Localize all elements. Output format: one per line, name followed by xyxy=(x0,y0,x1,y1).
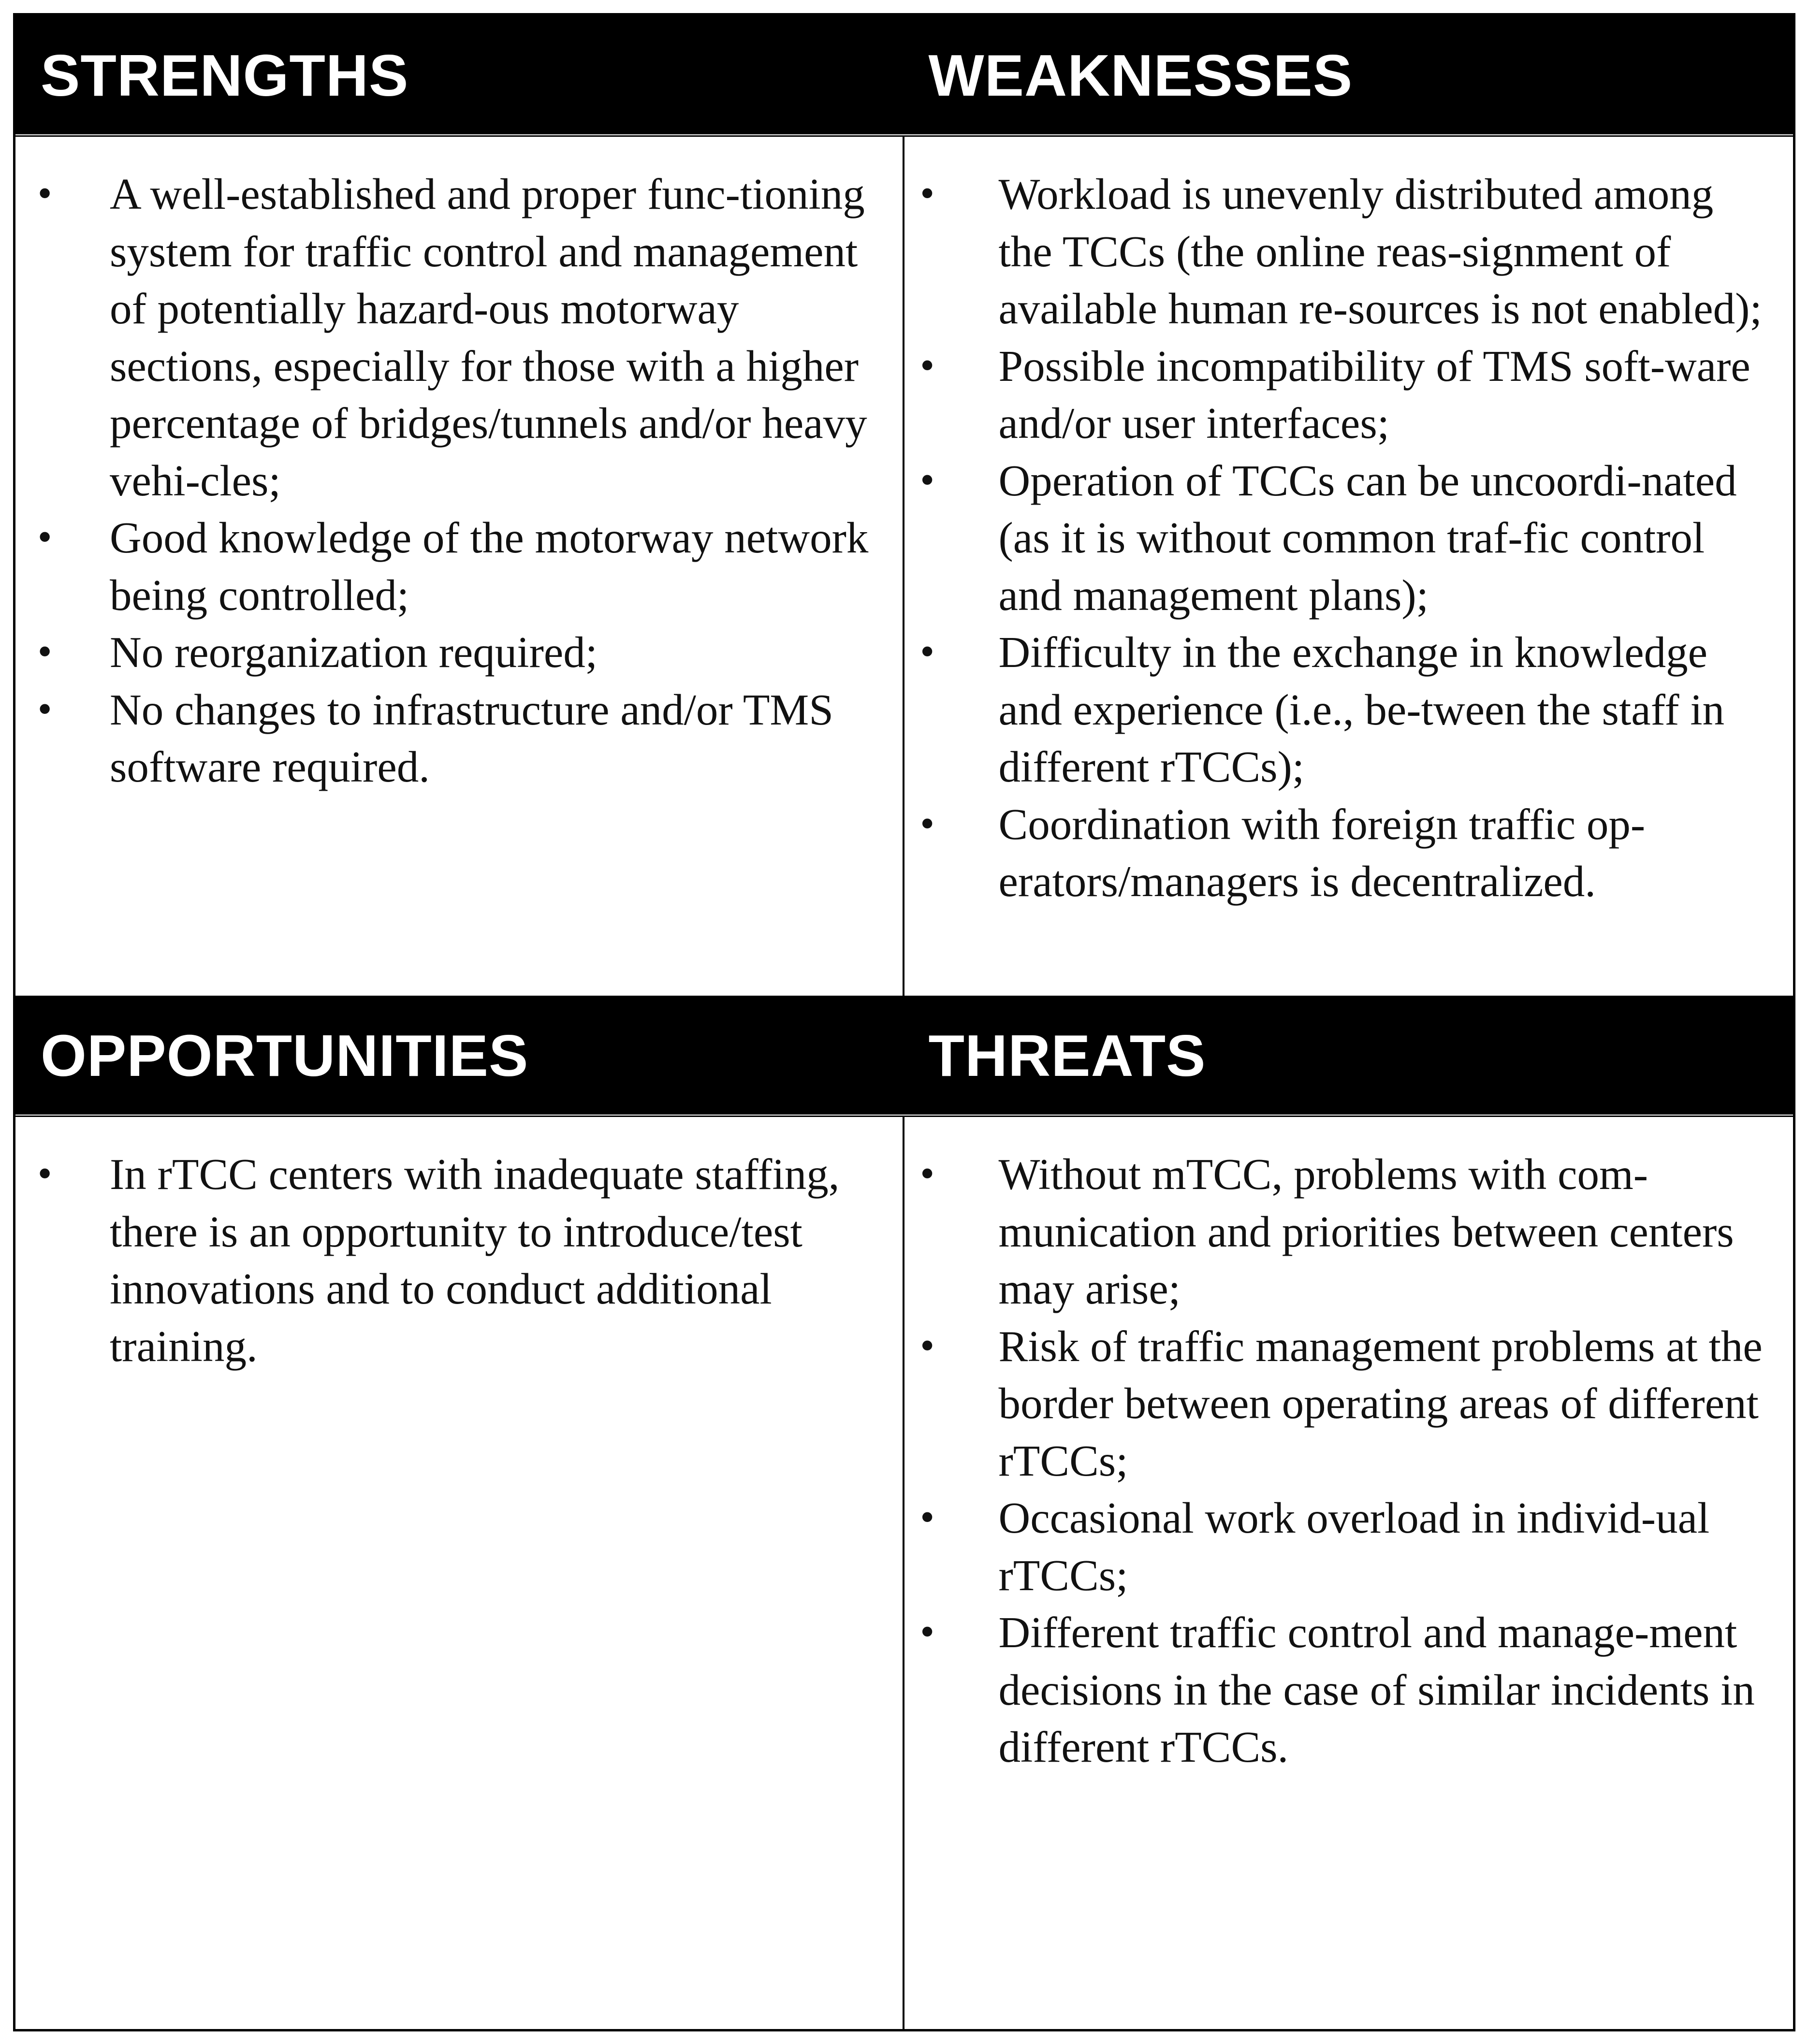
threats-header: THREATS xyxy=(904,996,1793,1116)
list-item xyxy=(15,509,903,624)
list-item-text: Risk of traffic management problems at the border between operating areas of different rTCCs; xyxy=(998,1321,1763,1485)
list-item-text: Difficulty in the exchange in knowledge and experience (i.e., be-tween the staff in different rTCCs); xyxy=(998,628,1725,791)
list-item xyxy=(904,338,1793,452)
weaknesses-cell xyxy=(904,135,1793,996)
bullet-icon: • xyxy=(917,1155,937,1194)
bullet-icon: • xyxy=(917,346,937,386)
bullet-icon: • xyxy=(917,1498,937,1538)
list-item xyxy=(15,1146,903,1375)
list-item xyxy=(904,796,1793,911)
strengths-header: STRENGTHS xyxy=(15,15,904,135)
list-item-text: In rTCC centers with inadequate staffing, there is an opportunity to introduce/test innovations and to conduct additional training. xyxy=(110,1150,840,1371)
list-item xyxy=(15,624,903,681)
list-item xyxy=(15,166,903,509)
list-item-text: No changes to infrastructure and/or TMS software required. xyxy=(110,685,833,791)
bullet-icon: • xyxy=(35,518,55,558)
strengths-cell xyxy=(15,135,904,996)
list-item-text: Workload is unevenly distributed among the TCCs (the online reas-signment of available human re-sources is not enabled); xyxy=(998,170,1762,333)
bullet-icon: • xyxy=(35,174,55,214)
strengths-list xyxy=(15,166,903,796)
list-item-text: Possible incompatibility of TMS soft-ware and/or user interfaces; xyxy=(998,341,1750,448)
list-item-text: A well-established and proper func-tioning system for traffic control and management of potentially hazard-ous motorway sections, especially for those with a higher percentage of bridges/tunnels and/or heavy vehi-cles; xyxy=(110,170,867,505)
list-item xyxy=(904,624,1793,796)
bullet-icon: • xyxy=(917,1326,937,1366)
bullet-icon: • xyxy=(35,633,55,672)
bullet-icon: • xyxy=(35,690,55,730)
bullet-icon: • xyxy=(917,174,937,214)
threats-list xyxy=(904,1146,1793,1776)
list-item-text: Without mTCC, problems with com-munication and priorities between centers may arise; xyxy=(998,1150,1734,1313)
opportunities-list xyxy=(15,1146,903,1375)
list-item-text: Coordination with foreign traffic op-erators/managers is decentralized. xyxy=(998,799,1646,906)
list-item xyxy=(904,452,1793,624)
list-item xyxy=(904,1490,1793,1604)
list-item-text: Occasional work overload in individ-ual rTCCs; xyxy=(998,1493,1710,1600)
list-item xyxy=(904,1318,1793,1490)
list-item xyxy=(904,1146,1793,1318)
bullet-icon: • xyxy=(35,1155,55,1194)
list-item-text: Good knowledge of the motorway network being controlled; xyxy=(110,513,869,620)
list-item xyxy=(904,166,1793,338)
bullet-icon: • xyxy=(917,804,937,844)
weaknesses-list xyxy=(904,166,1793,911)
opportunities-header: OPPORTUNITIES xyxy=(15,996,904,1116)
list-item xyxy=(15,681,903,796)
bullet-icon: • xyxy=(917,633,937,672)
list-item-text: Operation of TCCs can be uncoordi-nated (as it is without common traf-fic control and management plans); xyxy=(998,456,1737,620)
threats-cell xyxy=(904,1116,1793,2029)
bullet-icon: • xyxy=(917,1613,937,1653)
list-item-text: No reorganization required; xyxy=(110,628,598,677)
list-item-text: Different traffic control and manage-ment decisions in the case of similar incidents in different rTCCs. xyxy=(998,1608,1755,1771)
weaknesses-header: WEAKNESSES xyxy=(904,15,1793,135)
opportunities-cell xyxy=(15,1116,904,2029)
bullet-icon: • xyxy=(917,461,937,501)
list-item xyxy=(904,1604,1793,1776)
swot-table xyxy=(13,13,1795,2031)
